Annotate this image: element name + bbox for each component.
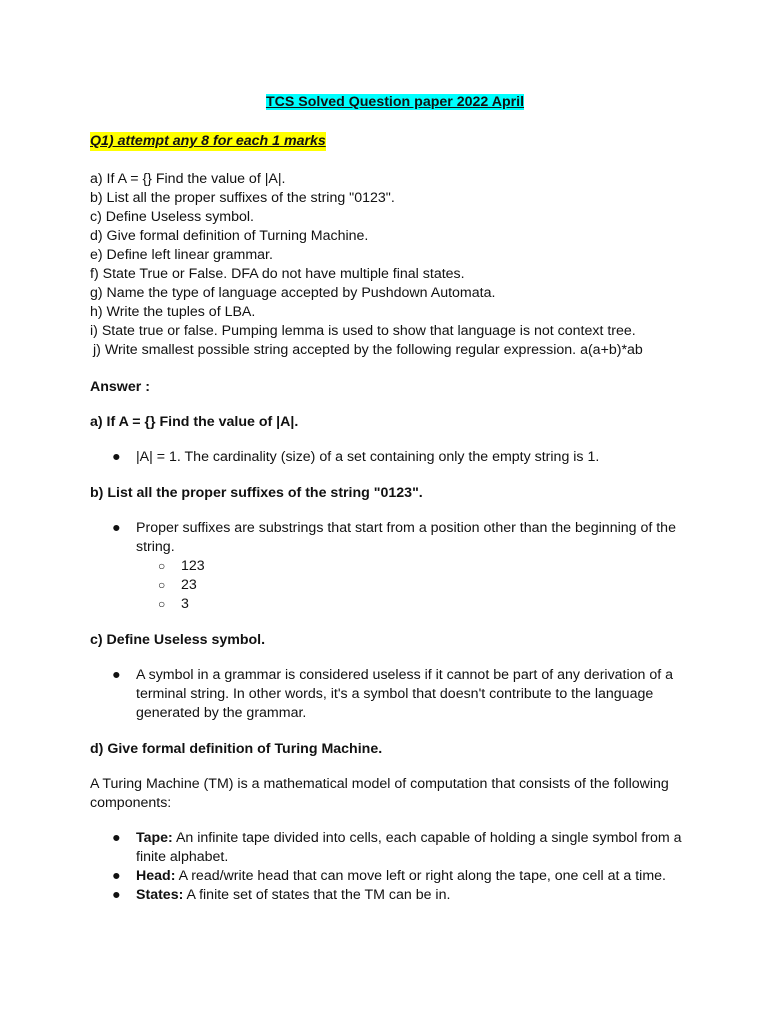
list-item bbox=[90, 867, 688, 886]
answer-label: Answer : bbox=[90, 379, 150, 395]
suffix-sublist bbox=[136, 557, 688, 614]
bullet-text-line: generated by the grammar. bbox=[136, 705, 307, 721]
term-text-line: finite alphabet. bbox=[136, 849, 229, 865]
answer-b-heading: b) List all the proper suffixes of the string "0123". bbox=[90, 485, 423, 501]
question-item: e) Define left linear grammar. bbox=[90, 247, 273, 263]
list-item bbox=[90, 666, 688, 723]
question-item: g) Name the type of language accepted by Pushdown Automata. bbox=[90, 285, 496, 301]
answer-d-list bbox=[90, 829, 688, 905]
question-item: b) List all the proper suffixes of the string "0123". bbox=[90, 190, 395, 206]
bullet-icon: ● bbox=[112, 830, 121, 846]
question-item: d) Give formal definition of Turning Machine. bbox=[90, 228, 369, 244]
question-item: a) If A = {} Find the value of |A|. bbox=[90, 171, 286, 187]
question-list bbox=[90, 170, 688, 360]
list-item bbox=[90, 829, 688, 867]
answer-a-list bbox=[90, 448, 688, 467]
bullet-text-line: string. bbox=[136, 539, 175, 555]
hollow-bullet-icon: ○ bbox=[158, 597, 166, 611]
bullet-icon: ● bbox=[112, 667, 121, 683]
list-item bbox=[90, 519, 688, 614]
intro-line: A Turing Machine (TM) is a mathematical model of computation that consists of the following bbox=[90, 776, 669, 792]
sub-item-text: 3 bbox=[181, 596, 189, 612]
sub-list-item bbox=[90, 557, 688, 576]
q1-heading: Q1) attempt any 8 for each 1 marks bbox=[90, 133, 326, 149]
intro-line: components: bbox=[90, 795, 172, 811]
question-item: c) Define Useless symbol. bbox=[90, 209, 254, 225]
bullet-text-line: Proper suffixes are substrings that start from a position other than the beginning of the bbox=[136, 520, 676, 536]
bullet-icon: ● bbox=[112, 887, 121, 903]
list-item bbox=[90, 448, 688, 467]
sub-item-text: 123 bbox=[181, 558, 205, 574]
question-item: h) Write the tuples of LBA. bbox=[90, 304, 256, 320]
bullet-text-line: terminal string. In other words, it's a symbol that doesn't contribute to the language bbox=[136, 686, 654, 702]
bullet-icon: ● bbox=[112, 449, 121, 465]
sub-list-item bbox=[90, 576, 688, 595]
hollow-bullet-icon: ○ bbox=[158, 559, 166, 573]
term-label: States: bbox=[136, 887, 184, 903]
term-label: Tape: bbox=[136, 830, 173, 846]
term-text: A read/write head that can move left or right along the tape, one cell at a time. bbox=[175, 868, 666, 884]
bullet-text: |A| = 1. The cardinality (size) of a set containing only the empty string is 1. bbox=[136, 449, 600, 465]
sub-item-text: 23 bbox=[181, 577, 197, 593]
answer-b-list bbox=[90, 519, 688, 614]
hollow-bullet-icon: ○ bbox=[158, 578, 166, 592]
answer-a-heading: a) If A = {} Find the value of |A|. bbox=[90, 414, 299, 430]
question-item: i) State true or false. Pumping lemma is used to show that language is not context tree. bbox=[90, 323, 636, 339]
bullet-text-line: A symbol in a grammar is considered useless if it cannot be part of any derivation of a bbox=[136, 667, 674, 683]
sub-list-item bbox=[90, 595, 688, 614]
page-title: TCS Solved Question paper 2022 April bbox=[265, 94, 525, 110]
answer-c-heading: c) Define Useless symbol. bbox=[90, 632, 266, 648]
bullet-icon: ● bbox=[112, 520, 121, 536]
question-item: j) Write smallest possible string accepted by the following regular expression. a(a+b)*ab bbox=[93, 342, 643, 358]
answer-d-heading: d) Give formal definition of Turing Machine. bbox=[90, 741, 383, 757]
title-container bbox=[90, 93, 688, 112]
term-label: Head: bbox=[136, 868, 176, 884]
question-item: f) State True or False. DFA do not have multiple final states. bbox=[90, 266, 465, 282]
bullet-icon: ● bbox=[112, 868, 121, 884]
term-text: A finite set of states that the TM can be in. bbox=[183, 887, 451, 903]
answer-c-list bbox=[90, 666, 688, 723]
answer-d-intro bbox=[90, 775, 688, 813]
term-text: An infinite tape divided into cells, each capable of holding a single symbol from a bbox=[172, 830, 682, 846]
list-item bbox=[90, 886, 688, 905]
